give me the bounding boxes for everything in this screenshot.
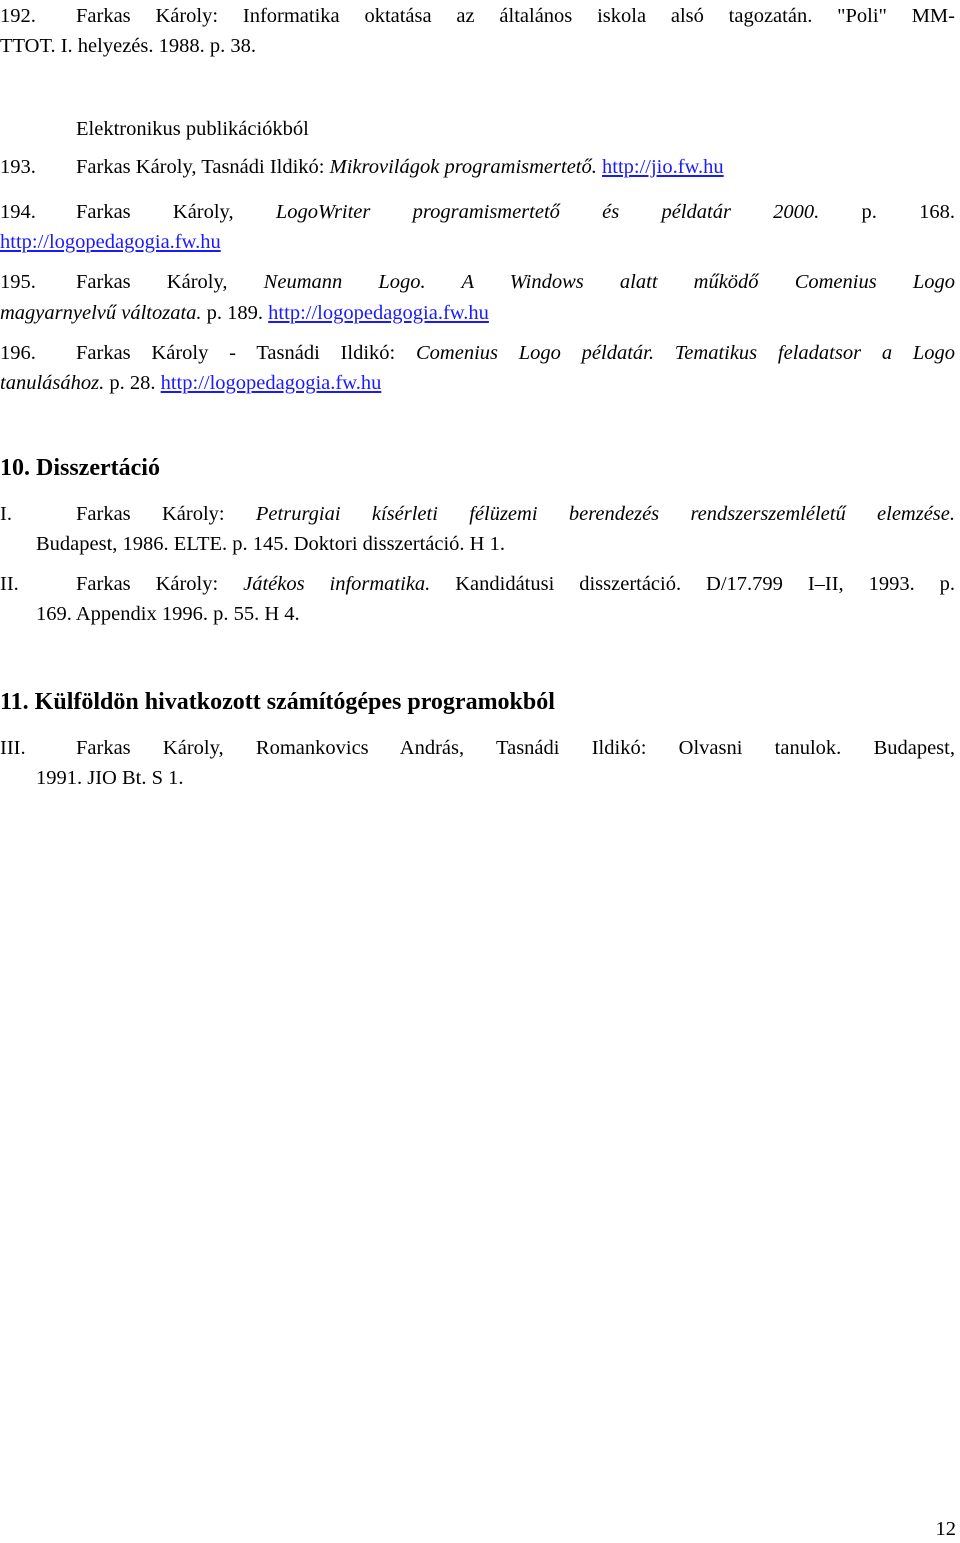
entry-192 xyxy=(0,4,955,28)
entry-link[interactable]: http://logopedagogia.fw.hu xyxy=(0,231,221,253)
entry-195 xyxy=(0,270,955,294)
dissertation-1 xyxy=(0,502,955,526)
program-3 xyxy=(0,736,955,760)
section-10-heading: 10. Disszertáció xyxy=(0,455,160,481)
entry-193 xyxy=(0,155,724,179)
entry-title: Comenius Logo példatár. Tematikus feladatsor a Logo xyxy=(416,342,955,364)
entry-authors: Farkas Károly: xyxy=(76,573,244,595)
section-11-heading: 11. Külföldön hivatkozott számítógépes programokból xyxy=(0,689,555,715)
entry-pages: p. 189. xyxy=(201,302,269,324)
subheading xyxy=(76,117,309,141)
entry-authors: Farkas Károly, xyxy=(76,201,276,223)
entry-title: Petrurgiai kísérleti félüzemi berendezés rendszerszemléletű elemzése. xyxy=(255,503,955,525)
entry-195-continued xyxy=(0,301,489,325)
entry-title: Játékos informatika. xyxy=(243,573,431,595)
entry-link[interactable]: http://logopedagogia.fw.hu xyxy=(160,372,382,394)
entry-number: 195. xyxy=(0,271,36,293)
entry-text: Farkas Károly, Romankovics András, Tasnádi Ildikó: Olvasni tanulok. Budapest, xyxy=(76,737,955,759)
page-number: 12 xyxy=(935,1518,956,1540)
entry-link[interactable]: http://logopedagogia.fw.hu xyxy=(268,302,489,324)
entry-number: II. xyxy=(0,573,19,595)
entry-authors: Farkas Károly: xyxy=(76,503,256,525)
dissertation-2 xyxy=(0,572,955,596)
entry-196 xyxy=(0,341,955,365)
entry-194-continued xyxy=(0,230,221,254)
entry-number: 192. xyxy=(0,5,36,27)
entry-number: I. xyxy=(0,503,12,525)
entry-title: Neumann Logo. A Windows alatt működő Comenius Logo xyxy=(263,271,955,293)
entry-196-continued xyxy=(0,371,381,395)
entry-194 xyxy=(0,200,955,224)
entry-title-cont: magyarnyelvű változata. xyxy=(0,302,202,324)
entry-title: LogoWriter programismertető és példatár 2000. xyxy=(275,201,820,223)
entry-rest: Kandidátusi disszertáció. D/17.799 I–II, 1993. p. xyxy=(430,573,956,595)
entry-number: 194. xyxy=(0,201,36,223)
dissertation-2-continued: 169. Appendix 1996. p. 55. H 4. xyxy=(36,603,300,625)
entry-authors: Farkas Károly, xyxy=(76,271,264,293)
entry-title-cont: tanulásához. xyxy=(0,372,105,394)
entry-authors: Farkas Károly - Tasnádi Ildikó: xyxy=(76,342,416,364)
program-3-continued: 1991. JIO Bt. S 1. xyxy=(36,767,184,789)
entry-pages: p. 28. xyxy=(104,372,161,394)
entry-title: Mikrovilágok programismertető. xyxy=(329,156,597,178)
entry-pages: p. 168. xyxy=(819,201,955,223)
entry-192-continued: TTOT. I. helyezés. 1988. p. 38. xyxy=(0,35,256,57)
entry-link[interactable]: http://jio.fw.hu xyxy=(602,156,724,178)
subheading-text: Elektronikus publikációkból xyxy=(76,118,309,140)
entry-authors: Farkas Károly, Tasnádi Ildikó: xyxy=(76,156,330,178)
entry-text: Farkas Károly: Informatika oktatása az általános iskola alsó tagozatán. "Poli" MM- xyxy=(76,5,955,27)
entry-number: 196. xyxy=(0,342,36,364)
entry-number: 193. xyxy=(0,156,36,178)
dissertation-1-continued: Budapest, 1986. ELTE. p. 145. Doktori disszertáció. H 1. xyxy=(36,533,505,555)
entry-number: III. xyxy=(0,737,26,759)
